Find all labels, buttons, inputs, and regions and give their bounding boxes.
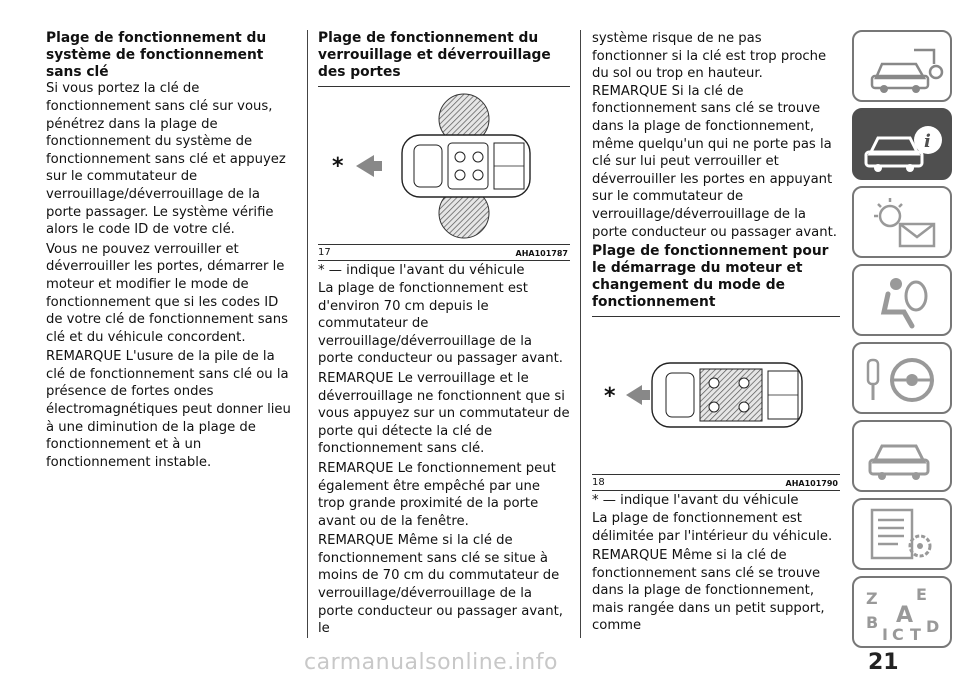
car-info-icon xyxy=(854,110,950,178)
svg-text:T: T xyxy=(910,625,921,644)
vehicle-interior-range-diagram xyxy=(592,317,840,475)
section-heading-engine-start-range: Plage de fonctionnement pour le démarrage du moteur et changement du mode de fonctionnement xyxy=(592,243,840,317)
remark-paragraph: REMARQUE Même si la clé de fonctionnement sans clé se trouve dans la plage de fonctionnement, mais rangée dans un petit support, comme xyxy=(592,548,825,634)
figure-17 xyxy=(318,87,570,245)
remark-paragraph: REMARQUE Le verrouillage et le déverrouillage ne fonctionnent que si vous appuyez sur un commutateur de porte qui détecte la clé de fonctionnement sans clé. xyxy=(318,370,570,457)
remark-paragraph: REMARQUE L'usure de la pile de la clé de fonctionnement sans clé ou la présence de fortes ondes électromagnétiques peut donner lieu à une diminution de la plage de fonctionnement et à un fonctionnement instable. xyxy=(46,349,291,470)
tab-car-overview[interactable] xyxy=(852,30,952,102)
figure-code: AHA101787 xyxy=(515,249,568,259)
paragraph: La plage de fonctionnement est délimitée par l'intérieur du véhicule. xyxy=(592,510,833,544)
remark-paragraph: REMARQUE Même si la clé de fonctionnement sans clé se situe à moins de 70 cm du commutateur de verrouillage/déverrouillage de la porte conducteur ou passager avant, le xyxy=(318,533,563,637)
car-overview-icon xyxy=(854,32,950,100)
chapter-sidebar xyxy=(852,30,952,654)
tab-warning-lights-messages[interactable] xyxy=(852,186,952,258)
paragraph: La plage de fonctionnement est d'environ 70 cm depuis le commutateur de verrouillage/déverrouillage de la porte conducteur ou passager avant. xyxy=(318,280,563,367)
column-2 xyxy=(318,30,570,638)
figure-number: 17 xyxy=(318,247,331,259)
svg-text:C: C xyxy=(892,625,904,644)
column-1 xyxy=(46,30,296,471)
svg-text:I: I xyxy=(882,625,888,644)
figure-18 xyxy=(592,317,840,475)
page-number: 21 xyxy=(868,650,899,675)
column-divider xyxy=(580,30,581,638)
key-steering-wheel-icon xyxy=(854,344,950,412)
tab-alphabetical-index[interactable] xyxy=(852,576,952,648)
airbag-safety-icon xyxy=(854,266,950,334)
tab-airbag-safety[interactable] xyxy=(852,264,952,336)
paragraph: Si vous portez la clé de fonctionnement sans clé sur vous, pénétrez dans la plage de fonctionnement du système de fonctionnement sans clé et appuyez sur le commutateur de verrouillage/déverrouillage de la porte passager. Le système vérifie alors le code ID de votre clé. xyxy=(46,81,286,238)
maintenance-list-icon xyxy=(854,500,950,568)
figure-legend: * — indique l'avant du véhicule xyxy=(592,493,799,509)
alphabetical-index-icon xyxy=(854,578,950,646)
tab-car-emergency[interactable] xyxy=(852,420,952,492)
svg-text:A: A xyxy=(896,603,914,628)
tab-car-info[interactable] xyxy=(852,108,952,180)
remark-paragraph: REMARQUE Le fonctionnement peut également être empêché par une trop grande proximité de la porte avant ou de la fenêtre. xyxy=(318,460,556,529)
svg-text:Z: Z xyxy=(866,589,878,608)
front-marker: * xyxy=(604,384,616,410)
watermark: carmanualsonline.info xyxy=(304,650,558,675)
svg-text:E: E xyxy=(916,585,927,604)
remark-paragraph: REMARQUE Si la clé de fonctionnement sans clé se trouve dans la plage de fonctionnement, même quelqu'un qui ne porte pas la clé sur lui peut verrouiller et déverrouiller les portes en appuyant sur le commutateur de verrouillage/déverrouillage de la porte conducteur ou passager avant. xyxy=(592,83,837,240)
section-heading-keyless-range: Plage de fonctionnement du système de fonctionnement sans clé xyxy=(46,30,267,80)
figure-caption xyxy=(318,245,570,261)
column-divider xyxy=(307,30,308,638)
paragraph: système risque de ne pas fonctionner si la clé est trop proche du sol ou trop en hauteur. xyxy=(592,31,827,82)
tab-key-steering[interactable] xyxy=(852,342,952,414)
svg-text:B: B xyxy=(866,613,879,632)
vehicle-door-range-diagram xyxy=(318,87,570,245)
svg-text:D: D xyxy=(926,617,940,636)
column-3 xyxy=(592,30,840,635)
figure-code: AHA101790 xyxy=(785,479,838,489)
tab-maintenance[interactable] xyxy=(852,498,952,570)
figure-number: 18 xyxy=(592,477,605,489)
paragraph: Vous ne pouvez verrouiller et déverrouiller les portes, démarrer le moteur et modifier le mode de fonctionnement que si les codes ID de votre clé de fonctionnement sans clé et du véhicule concordent. xyxy=(46,241,288,345)
figure-legend: * — indique l'avant du véhicule xyxy=(318,263,525,279)
warning-lights-message-icon xyxy=(854,188,950,256)
figure-caption xyxy=(592,475,840,491)
section-heading-door-lock-range: Plage de fonctionnement du verrouillage et déverrouillage des portes xyxy=(318,30,570,87)
svg-text:i: i xyxy=(924,131,931,152)
car-emergency-icon xyxy=(854,422,950,490)
front-marker: * xyxy=(332,154,344,180)
